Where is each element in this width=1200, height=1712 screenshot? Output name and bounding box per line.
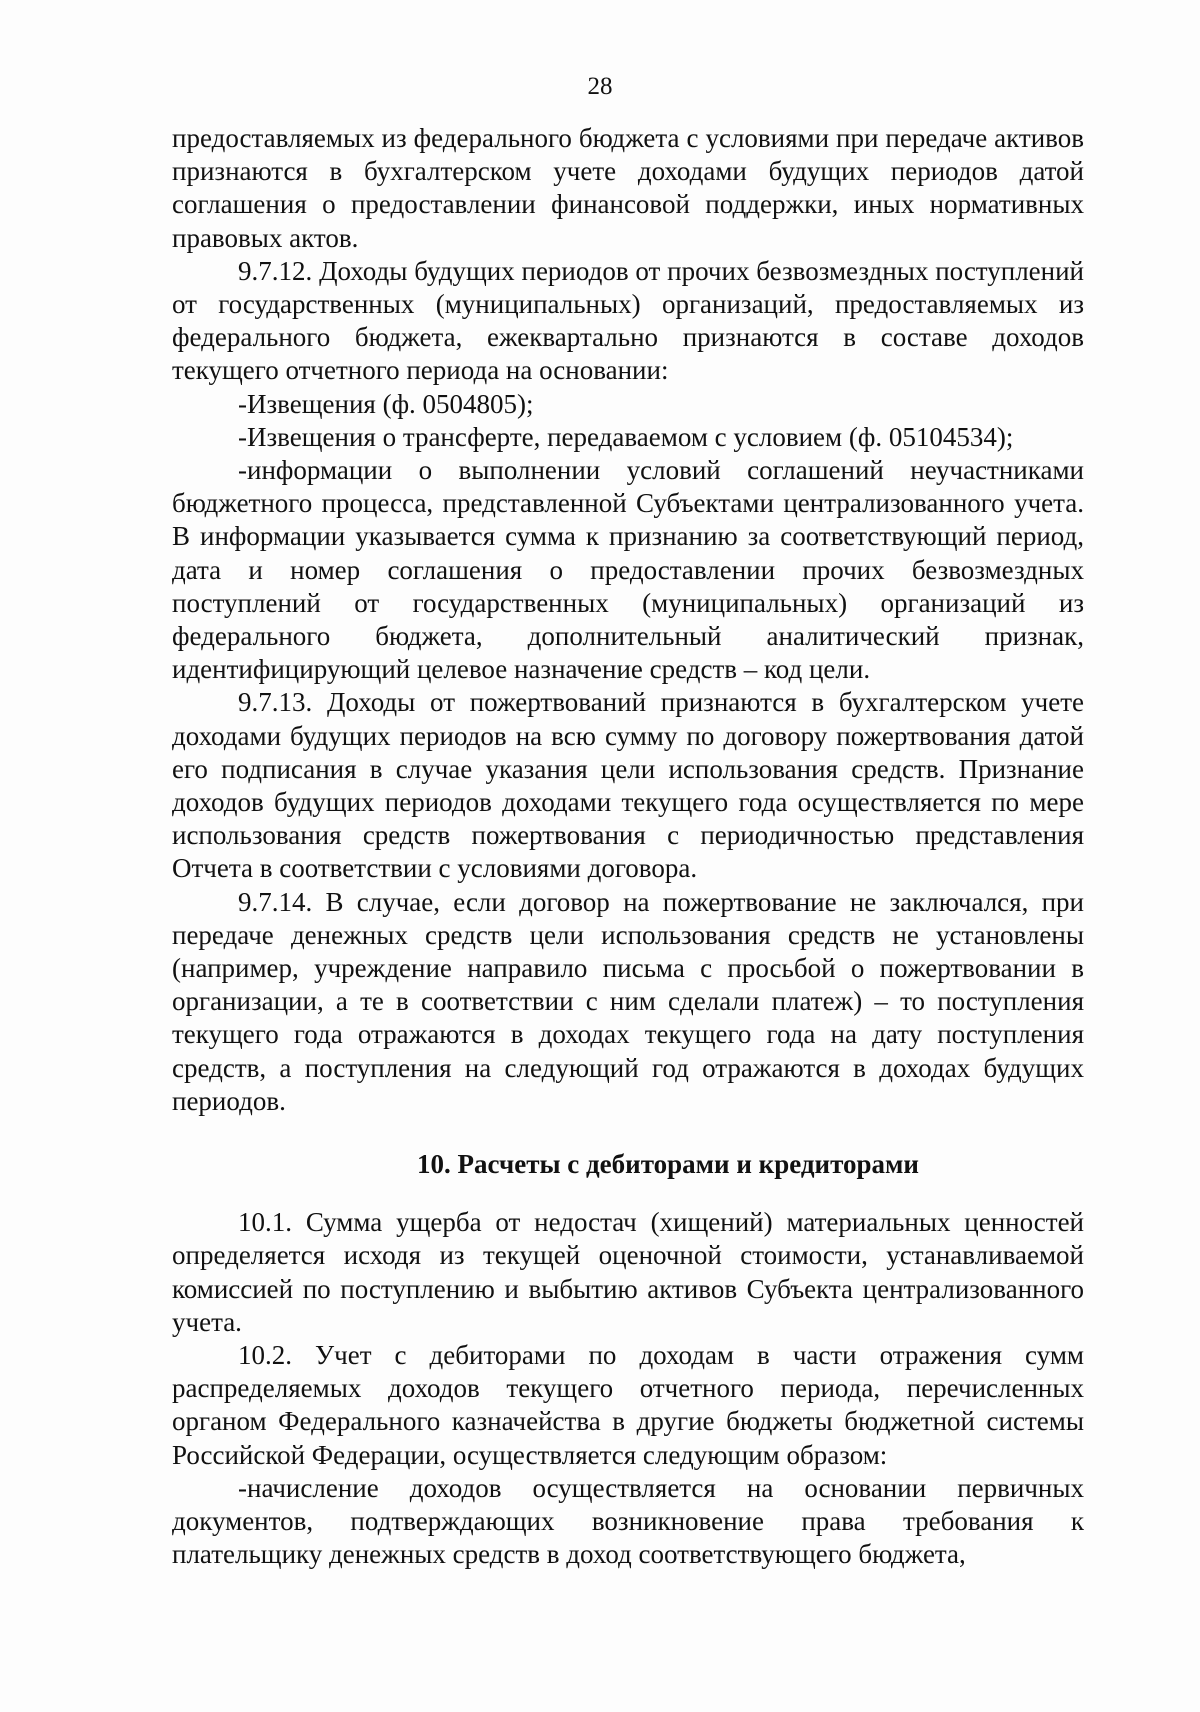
list-item: -начисление доходов осуществляется на основании первичных документов, подтверждающих возникновение права требования к плательщику денежных средств в доход соответствующего бюджета,	[172, 1472, 1084, 1570]
paragraph-9-7-14: 9.7.14. В случае, если договор на пожертвование не заключался, при передаче денежных средств цели использования средств не установлены (например, учреждение направило письма с просьбой о пожертвовании в организации, а те в соответствии с ним сделали платеж) – то поступления текущего года отражаются в доходах текущего года на дату поступления средств, а поступления на следующий год отражаются в доходах будущих периодов.	[172, 886, 1084, 1116]
paragraph: предоставляемых из федерального бюджета с условиями при передаче активов признаются в бухгалтерском учете доходами будущих периодов датой соглашения о предоставлении финансовой поддержки, иных нормативных правовых актов.	[172, 123, 1084, 253]
document-body	[172, 122, 1084, 1571]
list-item: -Извещения (ф. 0504805);	[238, 388, 534, 419]
paragraph-9-7-12: 9.7.12. Доходы будущих периодов от прочих безвозмездных поступлений от государственных (муниципальных) организаций, предоставляемых из федерального бюджета, ежеквартально признаются в составе доходов текущего отчетного периода на основании:	[172, 255, 1084, 386]
paragraph-10-2: 10.2. Учет с дебиторами по доходам в части отражения сумм распределяемых доходов текущего отчетного периода, перечисленных органом Федерального казначейства в другие бюджеты бюджетной системы Российской Федерации, осуществляется следующим образом:	[172, 1339, 1084, 1470]
section-title: 10. Расчеты с дебиторами и кредиторами	[417, 1149, 919, 1180]
list-item: -Извещения о трансферте, передаваемом с условием (ф. 05104534);	[238, 421, 1014, 452]
paragraph-9-7-13: 9.7.13. Доходы от пожертвований признаются в бухгалтерском учете доходами будущих периодов на всю сумму по договору пожертвования датой его подписания в случае указания цели использования средств. Признание доходов будущих периодов доходами текущего года осуществляется по мере использования средств пожертвования с периодичностью представления Отчета в соответствии с условиями договора.	[172, 687, 1084, 884]
paragraph-10-1: 10.1. Сумма ущерба от недостач (хищений) материальных ценностей определяется исходя из текущей оценочной стоимости, устанавливаемой комиссией по поступлению и выбытию активов Субъекта централизованного учета.	[172, 1207, 1084, 1337]
list-item: -информации о выполнении условий соглашений неучастниками бюджетного процесса, представленной Субъектами централизованного учета. В информации указывается сумма к признанию за соответствующий период, дата и номер соглашения о предоставлении прочих безвозмездных поступлений от государственных (муниципальных) организаций из федерального бюджета, дополнительный аналитический признак, идентифицирующий целевое назначение средств – код цели.	[172, 455, 1084, 685]
page-number: 28	[587, 73, 613, 100]
